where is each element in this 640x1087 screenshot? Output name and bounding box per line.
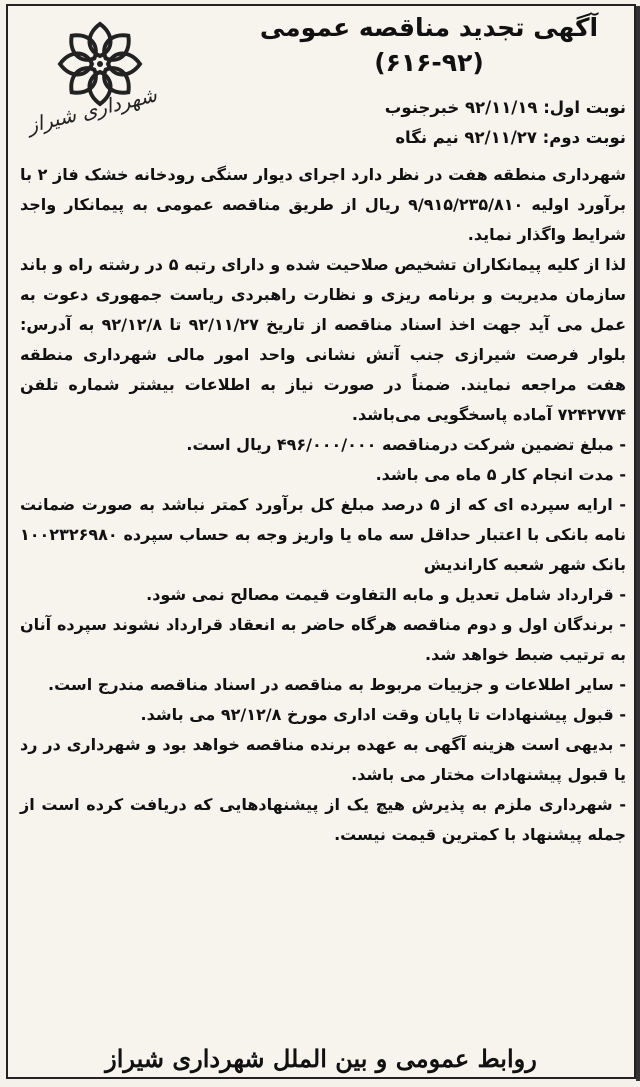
invitation-paragraph: لذا از کلیه پیمانکاران تشخیص صلاحیت شده و دارای رتبه ۵ در رشته راه و باند سازمان مدیریت و برنامه ریزی و نظارت راهبردی ریاست جمهوری دعوت به عمل می آید جهت اخذ اسناد مناقصه از تاریخ ۹۲/۱۱/۲۷ تا ۹۲/۱۲/۸ به آدرس: بلوار فرصت شیرازی جنب آتش نشانی واحد امور مالی شهرداری منطقه هفت مراجعه نمایند. ضمناً در صورت نیاز به اطلاعات بیشتر شماره تلفن ۷۲۴۲۷۷۴ آماده پاسخگویی می‌باشد. <box>20 255 627 424</box>
notice-number: (۶۱۶-۹۲) <box>374 48 484 77</box>
page-edge <box>636 6 640 1081</box>
condition-item: - شهرداری ملزم به پذیرش هیچ یک از پیشنهادهایی که دریافت کرده است از جمله پیشنهاد با کمترین قیمت نیست. <box>20 795 626 844</box>
condition-item: - سایر اطلاعات و جزییات مربوط به مناقصه در اسناد مناقصه مندرج است. <box>47 675 626 694</box>
notice-body <box>20 160 626 850</box>
municipality-logo <box>22 16 172 156</box>
first-notice-date: نوبت اول: ۹۲/۱۱/۱۹ خبرجنوب <box>384 98 626 117</box>
issuer-signature: روابط عمومی و بین الملل شهرداری شیراز <box>105 1044 537 1073</box>
second-notice-date: نوبت دوم: ۹۲/۱۱/۲۷ نیم نگاه <box>395 128 626 147</box>
intro-paragraph: شهرداری منطقه هفت در نظر دارد اجرای دیوار سنگی رودخانه خشک فاز ۲ با برآورد اولیه ۹/۹۱۵/۲۳۵/۸۱۰ ریال از طریق مناقصه عمومی به پیمانکار واجد شرایط واگذار نماید. <box>20 165 626 244</box>
notice-page <box>6 4 636 1079</box>
notice-header <box>8 6 634 156</box>
condition-item: - مدت انجام کار ۵ ماه می باشد. <box>375 465 626 484</box>
notice-title: آگهی تجدید مناقصه عمومی <box>259 13 599 42</box>
logo-script-text: شهرداری شیراز <box>24 82 160 138</box>
condition-item: - برندگان اول و دوم مناقصه هرگاه حاضر به انعقاد قرارداد نشوند سپرده آنان به ترتیب ضبط خواهد شد. <box>20 615 626 664</box>
condition-item: - ارایه سپرده ای که از ۵ درصد مبلغ کل برآورد کمتر نباشد به صورت ضمانت نامه بانکی با اعتبار حداقل سه ماه یا واریز وجه به حساب سپرده ۱۰۰۲۳۲۶۹۸۰ بانک شهر شعبه کاراندیش <box>20 495 626 574</box>
condition-item: - قبول پیشنهادات تا پایان وقت اداری مورخ ۹۲/۱۲/۸ می باشد. <box>140 705 626 724</box>
condition-item: - بدیهی است هزینه آگهی به عهده برنده مناقصه خواهد بود و شهرداری در رد یا قبول پیشنهادات مختار می باشد. <box>20 735 626 784</box>
condition-item: - قرارداد شامل تعدیل و مابه التفاوت قیمت مصالح نمی شود. <box>146 585 626 604</box>
condition-item: - مبلغ تضمین شرکت درمناقصه ۴۹۶/۰۰۰/۰۰۰ ریال است. <box>186 435 626 454</box>
